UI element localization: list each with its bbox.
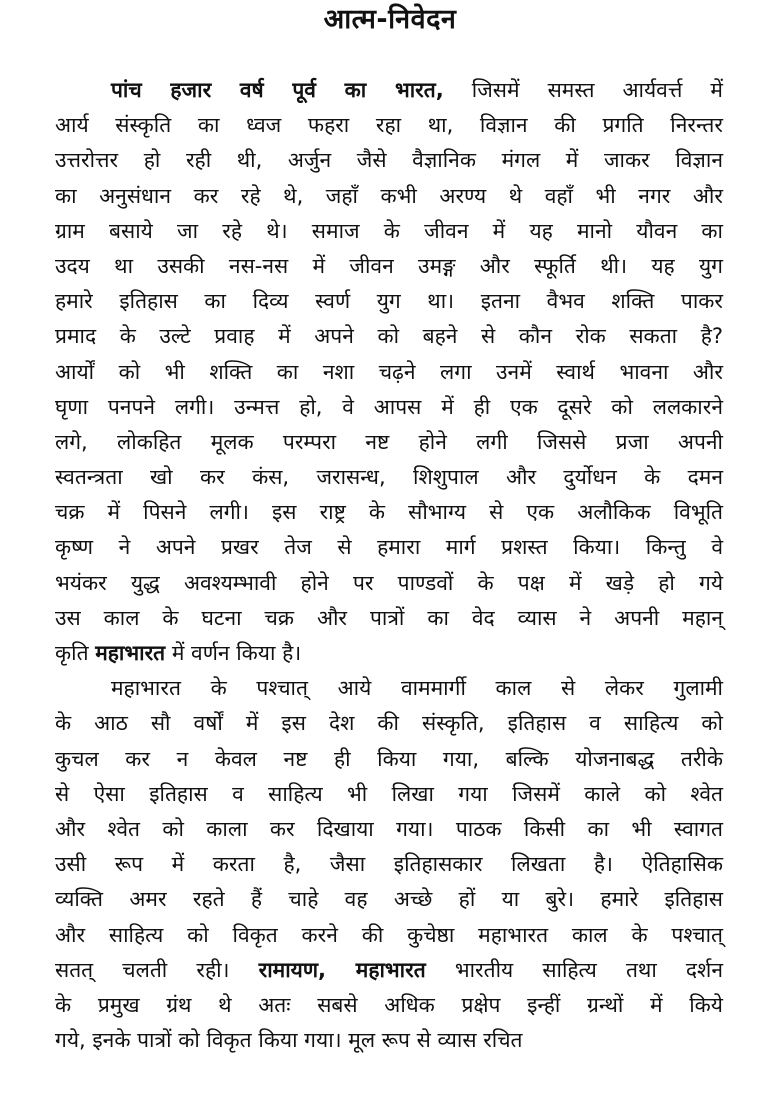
text-line [55, 671, 723, 706]
text-line [55, 918, 723, 953]
text-line [55, 73, 723, 108]
text-line [55, 319, 723, 354]
text-run: कुचल कर न केवल नष्ट ही किया गया, बल्कि योजनाबद्ध तरीके [55, 746, 723, 771]
text-run: और श्वेत को काला कर दिखाया गया। पाठक किसी का भी स्वागत [55, 816, 723, 841]
text-run: भारतीय साहित्य तथा दर्शन [425, 957, 723, 982]
text-line [55, 742, 723, 777]
text-run: में वर्णन किया है। [165, 641, 302, 665]
text-run: स्वतन्त्रता खो कर कंस, जरासन्ध, शिशुपाल और दुर्योधन के दमन [55, 465, 723, 490]
text-line [55, 108, 723, 143]
text-line [55, 425, 723, 460]
text-line [55, 284, 723, 319]
text-run: लगे, लोकहित मूलक परम्परा नष्ट होने लगी जिससे प्रजा अपनी [55, 429, 723, 454]
paragraph [55, 671, 723, 1058]
text-line [55, 460, 723, 495]
text-run: चक्र में पिसने लगी। इस राष्ट्र के सौभाग्य से एक अलौकिक विभूति [55, 500, 723, 525]
text-line [55, 706, 723, 741]
text-run: प्रमाद के उल्टे प्रवाह में अपने को बहने से कौन रोक सकता है? [55, 324, 723, 349]
text-run: उत्तरोत्तर हो रही थी, अर्जुन जैसे वैज्ञानिक मंगल में जाकर विज्ञान [55, 148, 723, 173]
text-run: उस काल के घटना चक्र और पात्रों का वेद व्यास ने अपनी महान् [55, 605, 723, 630]
bold-text: रामायण, महाभारत [258, 957, 426, 982]
text-line [55, 355, 723, 390]
text-run: घृणा पनपने लगी। उन्मत्त हो, वे आपस में ही एक दूसरे को ललकारने [55, 394, 723, 419]
bold-text: महाभारत [95, 641, 166, 665]
text-line [55, 530, 723, 565]
text-run: कृष्ण ने अपने प्रखर तेज से हमारा मार्ग प्रशस्त किया। किन्तु वे [55, 535, 723, 560]
text-line [55, 601, 723, 636]
page-title: आत्म-निवेदन [323, 4, 457, 35]
text-line [55, 882, 723, 917]
text-run: महाभारत के पश्चात् आये वाममार्गी काल से लेकर गुलामी [111, 676, 723, 701]
text-line [55, 847, 723, 882]
paragraph [55, 73, 723, 671]
text-run: और साहित्य को विकृत करने की कुचेष्ठा महाभारत काल के पश्चात् [55, 922, 723, 947]
text-run: का अनुसंधान कर रहे थे, जहाँ कभी अरण्य थे वहाँ भी नगर और [55, 183, 723, 208]
text-run: भयंकर युद्ध अवश्यम्भावी होने पर पाण्डवों के पक्ष में खड़े हो गये [55, 570, 723, 595]
text-run: के प्रमुख ग्रंथ थे अतः सबसे अधिक प्रक्षेप इन्हीं ग्रन्थों में किये [55, 992, 723, 1017]
text-line [55, 777, 723, 812]
text-run: गये, इनके पात्रों को विकृत किया गया। मूल रूप से व्यास रचित [55, 1028, 523, 1053]
text-run: से ऐसा इतिहास व साहित्य भी लिखा गया जिसमें काले को श्वेत [55, 781, 723, 806]
text-run: उदय था उसकी नस-नस में जीवन उमङ्ग और स्फूर्ति थी। यह युग [55, 253, 723, 278]
text-run: के आठ सौ वर्षों में इस देश की संस्कृति, इतिहास व साहित्य को [55, 711, 723, 736]
bold-text: पांच हजार वर्ष पूर्व का भारत, [111, 78, 444, 102]
text-line [55, 953, 723, 988]
text-run: आर्यों को भी शक्ति का नशा चढ़ने लगा उनमें स्वार्थ भावना और [55, 359, 723, 384]
text-run: कृति [55, 641, 96, 665]
document-body [55, 73, 723, 1058]
text-run: जिसमें समस्त आर्यवर्त्त में [443, 78, 723, 102]
text-run: हमारे इतिहास का दिव्य स्वर्ण युग था। इतना वैभव शक्ति पाकर [55, 289, 723, 314]
text-line [55, 1023, 723, 1058]
text-line [55, 566, 723, 601]
text-run: ग्राम बसाये जा रहे थे। समाज के जीवन में यह मानो यौवन का [55, 218, 723, 243]
text-line [55, 214, 723, 249]
text-line [55, 249, 723, 284]
text-run: उसी रूप में करता है, जैसा इतिहासकार लिखता है। ऐतिहासिक [55, 852, 723, 877]
text-line [55, 179, 723, 214]
text-line [55, 495, 723, 530]
text-run: व्यक्ति अमर रहते हैं चाहे वह अच्छे हों या बुरे। हमारे इतिहास [55, 887, 723, 912]
text-line [55, 812, 723, 847]
text-line [55, 636, 723, 671]
text-line [55, 143, 723, 178]
text-run: आर्य संस्कृति का ध्वज फहरा रहा था, विज्ञान की प्रगति निरन्तर [55, 113, 723, 138]
text-line [55, 390, 723, 425]
text-line [55, 988, 723, 1023]
text-run: सतत् चलती रही। [55, 957, 259, 982]
